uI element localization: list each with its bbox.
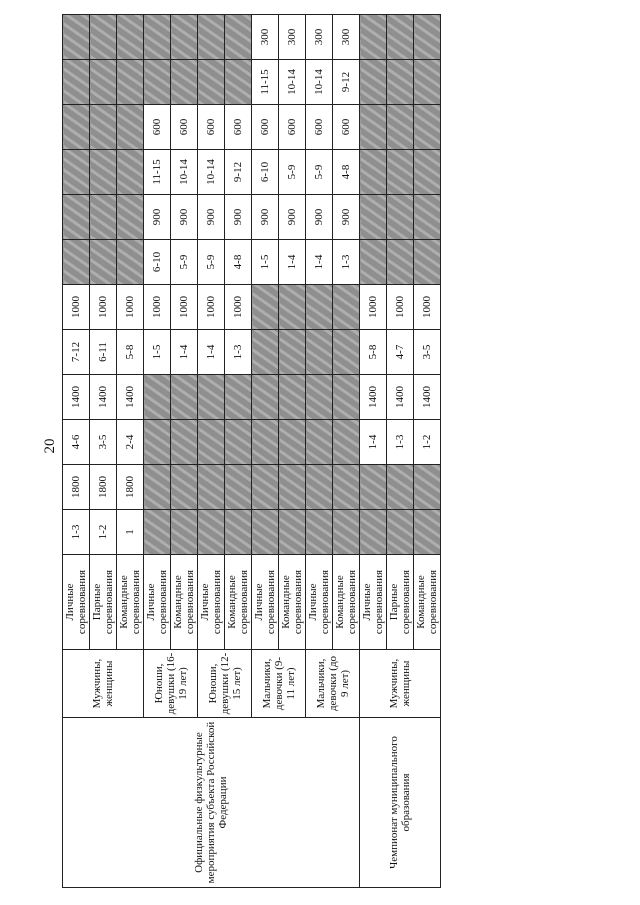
place-range-cell: 5-9 (279, 150, 306, 195)
age-group-label: Мальчики, девочки (9-11 лет) (252, 650, 306, 718)
competition-type: Личные соревнования (63, 555, 90, 650)
place-range-cell: 6-10 (144, 240, 171, 285)
place-range-cell: 10-14 (306, 60, 333, 105)
place-range-cell (387, 510, 414, 555)
place-range-cell (252, 510, 279, 555)
place-range-cell: 4-8 (333, 150, 360, 195)
place-range-cell: 1-3 (225, 330, 252, 375)
age-group-label: Мальчики, девочки (до 9 лет) (306, 650, 360, 718)
points-cell: 600 (306, 105, 333, 150)
points-cell (171, 15, 198, 60)
points-cell: 900 (333, 195, 360, 240)
points-cell: 600 (333, 105, 360, 150)
place-range-cell: 5-8 (360, 330, 387, 375)
points-cell (306, 375, 333, 420)
place-range-cell: 6-10 (252, 150, 279, 195)
place-range-cell (333, 420, 360, 465)
points-cell: 900 (171, 195, 198, 240)
points-cell (333, 465, 360, 510)
points-cell: 1000 (198, 285, 225, 330)
place-range-cell: 10-14 (279, 60, 306, 105)
place-range-cell (144, 420, 171, 465)
place-range-cell (171, 510, 198, 555)
points-cell (198, 465, 225, 510)
age-group-label: Мужчины, женщины (360, 650, 441, 718)
place-range-cell: 1-4 (279, 240, 306, 285)
place-range-cell (279, 420, 306, 465)
points-cell: 900 (279, 195, 306, 240)
page-number: 20 (42, 438, 58, 454)
place-range-cell (225, 60, 252, 105)
points-cell: 1000 (144, 285, 171, 330)
place-range-cell (144, 60, 171, 105)
points-cell (90, 15, 117, 60)
points-cell: 600 (144, 105, 171, 150)
place-range-cell (360, 150, 387, 195)
points-cell (387, 15, 414, 60)
place-range-cell (414, 240, 441, 285)
place-range-cell (360, 240, 387, 285)
place-range-cell: 1 (117, 510, 144, 555)
place-range-cell (90, 240, 117, 285)
place-range-cell: 5-8 (117, 330, 144, 375)
place-range-cell: 1-3 (387, 420, 414, 465)
competition-type: Личные соревнования (360, 555, 387, 650)
points-cell (90, 195, 117, 240)
section-label: Официальные физкультурные мероприятия субъекта Российской Федерации (63, 718, 360, 888)
points-cell: 1000 (171, 285, 198, 330)
points-cell (90, 105, 117, 150)
place-range-cell: 2-4 (117, 420, 144, 465)
place-range-cell (63, 60, 90, 105)
points-cell (333, 375, 360, 420)
place-range-cell (117, 240, 144, 285)
points-cell: 1000 (90, 285, 117, 330)
place-range-cell: 5-9 (198, 240, 225, 285)
place-range-cell: 1-4 (360, 420, 387, 465)
section-label: Чемпионат муниципального образования (360, 718, 441, 888)
place-range-cell (279, 330, 306, 375)
points-cell (360, 15, 387, 60)
age-group-label: Мужчины, женщины (63, 650, 144, 718)
place-range-cell (117, 60, 144, 105)
place-range-cell (306, 330, 333, 375)
place-range-cell (414, 60, 441, 105)
place-range-cell: 10-14 (198, 150, 225, 195)
place-range-cell (333, 510, 360, 555)
place-range-cell: 10-14 (171, 150, 198, 195)
competition-type: Личные соревнования (144, 555, 171, 650)
place-range-cell: 7-12 (63, 330, 90, 375)
points-cell: 1400 (63, 375, 90, 420)
points-cell: 1000 (360, 285, 387, 330)
place-range-cell: 6-11 (90, 330, 117, 375)
place-range-cell (414, 510, 441, 555)
place-range-cell (252, 420, 279, 465)
points-cell (279, 285, 306, 330)
points-cell: 600 (225, 105, 252, 150)
points-cell (117, 15, 144, 60)
competition-type: Командные соревнования (171, 555, 198, 650)
competition-type: Парные соревнования (387, 555, 414, 650)
points-cell: 1400 (90, 375, 117, 420)
place-range-cell: 4-7 (387, 330, 414, 375)
points-cell (306, 285, 333, 330)
place-range-cell: 1-3 (63, 510, 90, 555)
place-range-cell (333, 330, 360, 375)
points-cell: 300 (333, 15, 360, 60)
place-range-cell: 11-15 (252, 60, 279, 105)
points-cell (333, 285, 360, 330)
place-range-cell (90, 150, 117, 195)
age-group-label: Юноши, девушки (16-19 лет) (144, 650, 198, 718)
place-range-cell: 1-2 (414, 420, 441, 465)
points-cell: 600 (198, 105, 225, 150)
points-cell: 1000 (117, 285, 144, 330)
points-cell (144, 15, 171, 60)
points-cell: 1800 (63, 465, 90, 510)
points-cell: 300 (306, 15, 333, 60)
points-cell (414, 465, 441, 510)
points-cell: 900 (198, 195, 225, 240)
place-range-cell: 9-12 (333, 60, 360, 105)
points-cell (63, 105, 90, 150)
place-range-cell: 3-5 (90, 420, 117, 465)
points-cell: 600 (279, 105, 306, 150)
place-range-cell (117, 150, 144, 195)
points-cell: 900 (225, 195, 252, 240)
points-cell (144, 465, 171, 510)
points-cell (279, 465, 306, 510)
points-cell (360, 105, 387, 150)
points-cell (279, 375, 306, 420)
points-cell (171, 375, 198, 420)
points-cell (387, 195, 414, 240)
points-cell: 300 (252, 15, 279, 60)
place-range-cell (360, 510, 387, 555)
points-cell (306, 465, 333, 510)
points-cell (144, 375, 171, 420)
competition-type: Личные соревнования (306, 555, 333, 650)
place-range-cell (144, 510, 171, 555)
place-range-cell (360, 60, 387, 105)
points-cell (252, 285, 279, 330)
points-cell (414, 15, 441, 60)
place-range-cell: 1-5 (252, 240, 279, 285)
rotated-table-sheet (62, 23, 440, 888)
points-cell: 1800 (90, 465, 117, 510)
competition-type: Командные соревнования (279, 555, 306, 650)
points-cell (117, 105, 144, 150)
points-cell (360, 465, 387, 510)
place-range-cell (225, 510, 252, 555)
place-range-cell (387, 60, 414, 105)
competition-type: Командные соревнования (333, 555, 360, 650)
points-cell: 1400 (360, 375, 387, 420)
place-range-cell (198, 420, 225, 465)
place-range-cell (387, 150, 414, 195)
points-cell (387, 465, 414, 510)
place-range-cell (252, 330, 279, 375)
competition-type: Личные соревнования (198, 555, 225, 650)
competition-type: Парные соревнования (90, 555, 117, 650)
place-range-cell: 4-6 (63, 420, 90, 465)
place-range-cell: 3-5 (414, 330, 441, 375)
points-cell (387, 105, 414, 150)
place-range-cell (198, 510, 225, 555)
place-range-cell: 1-2 (90, 510, 117, 555)
points-cell (198, 15, 225, 60)
place-range-cell (387, 240, 414, 285)
points-cell: 900 (144, 195, 171, 240)
place-range-cell (198, 60, 225, 105)
place-range-cell (414, 150, 441, 195)
points-cell: 1800 (117, 465, 144, 510)
points-cell (225, 375, 252, 420)
place-range-cell: 1-4 (198, 330, 225, 375)
place-range-cell (90, 60, 117, 105)
points-cell (252, 465, 279, 510)
place-range-cell: 5-9 (306, 150, 333, 195)
place-range-cell: 9-12 (225, 150, 252, 195)
points-cell (360, 195, 387, 240)
age-group-label: Юноши, девушки (12-15 лет) (198, 650, 252, 718)
place-range-cell (306, 420, 333, 465)
place-range-cell: 1-5 (144, 330, 171, 375)
place-range-cell: 1-3 (333, 240, 360, 285)
points-cell: 1400 (414, 375, 441, 420)
place-range-cell: 11-15 (144, 150, 171, 195)
points-cell: 300 (279, 15, 306, 60)
competition-type: Командные соревнования (117, 555, 144, 650)
points-cell: 1000 (63, 285, 90, 330)
points-cell (225, 465, 252, 510)
points-cell: 900 (252, 195, 279, 240)
points-cell (414, 105, 441, 150)
competition-type: Командные соревнования (225, 555, 252, 650)
points-cell: 1400 (117, 375, 144, 420)
points-cell (198, 375, 225, 420)
place-range-cell (225, 420, 252, 465)
place-range-cell (171, 60, 198, 105)
place-range-cell: 5-9 (171, 240, 198, 285)
competition-type: Командные соревнования (414, 555, 441, 650)
points-cell: 1400 (387, 375, 414, 420)
points-cell (225, 15, 252, 60)
place-range-cell (306, 510, 333, 555)
place-range-cell: 1-4 (171, 330, 198, 375)
competition-type: Личные соревнования (252, 555, 279, 650)
table-row (360, 15, 387, 888)
points-cell (63, 195, 90, 240)
place-range-cell (171, 420, 198, 465)
points-cell: 600 (171, 105, 198, 150)
place-range-cell: 4-8 (225, 240, 252, 285)
points-cell: 1000 (387, 285, 414, 330)
place-range-cell: 1-4 (306, 240, 333, 285)
points-cell: 1000 (225, 285, 252, 330)
points-cell (63, 15, 90, 60)
points-cell (252, 375, 279, 420)
points-cell (117, 195, 144, 240)
place-range-cell (279, 510, 306, 555)
points-table (62, 14, 441, 888)
place-range-cell (63, 240, 90, 285)
points-cell: 900 (306, 195, 333, 240)
points-cell (171, 465, 198, 510)
points-cell: 1000 (414, 285, 441, 330)
place-range-cell (63, 150, 90, 195)
points-cell: 600 (252, 105, 279, 150)
table-row (63, 15, 90, 888)
points-cell (414, 195, 441, 240)
